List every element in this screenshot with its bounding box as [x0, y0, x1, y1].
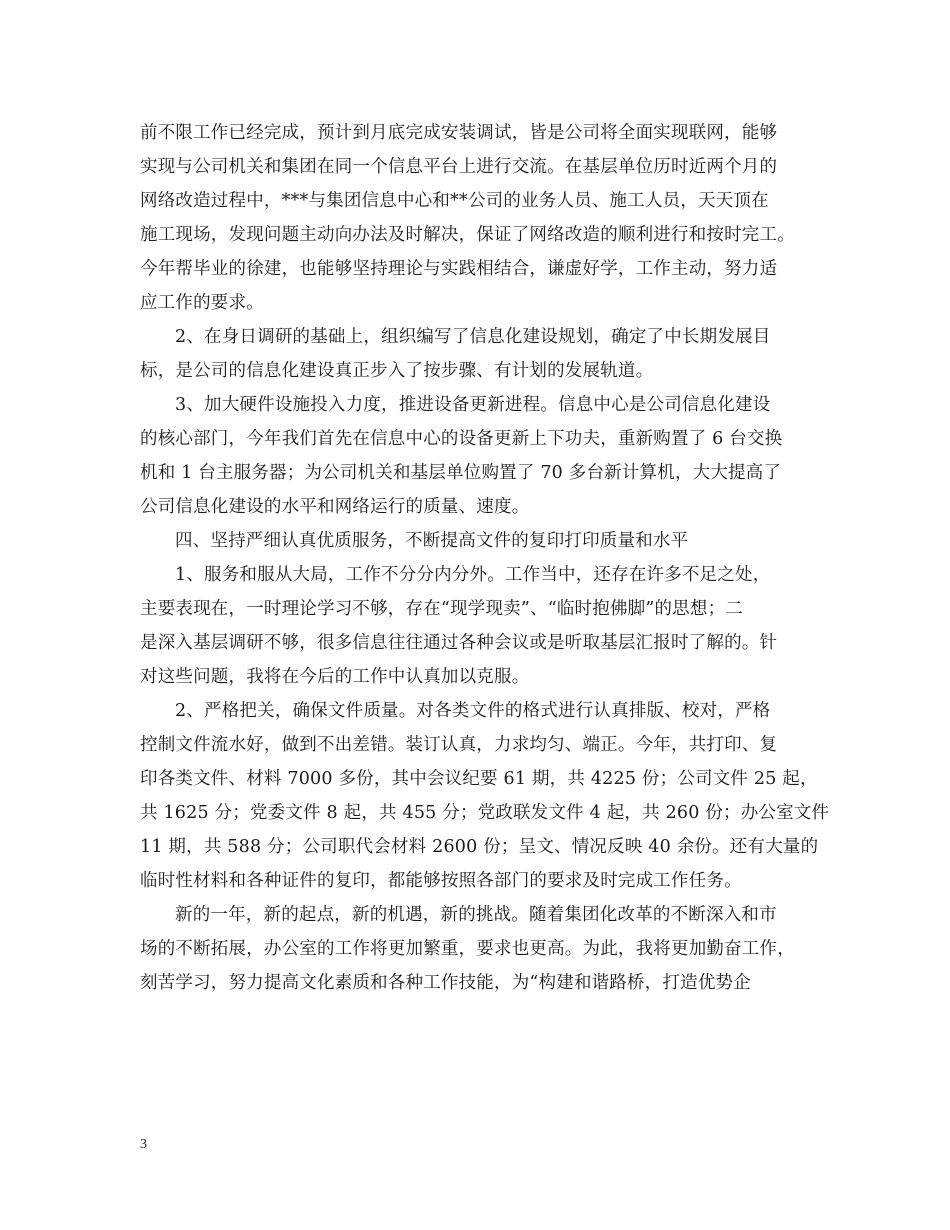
text-line: 网络改造过程中，***与集团信息中心和**公司的业务人员、施工人员，天天顶在: [140, 191, 769, 211]
text-line: 2、严格把关，确保文件质量。对各类文件的格式进行认真排版、校对，严格: [175, 701, 771, 721]
text-line: 主要表现在，一时理论学习不够，存在“现学现卖”、“临时抱佛脚”的思想；二: [140, 599, 743, 619]
text-line: 控制文件流水好，做到不出差错。装订认真，力求均匀、端正。今年，共打印、复: [140, 735, 778, 755]
text-line: 新的一年，新的起点，新的机遇，新的挑战。随着集团化改革的不断深入和市: [175, 905, 777, 925]
text-line: 对这些问题，我将在今后的工作中认真加以克服。: [140, 667, 530, 687]
text-line: 前不限工作已经完成，预计到月底完成安装调试，皆是公司将全面实现联网，能够: [140, 123, 778, 143]
text-line: 3、加大硬件设施投入力度，推进设备更新进程。信息中心是公司信息化建设: [175, 395, 771, 415]
page-number: 3: [140, 1137, 147, 1152]
text-line: 11 期，共 588 分；公司职代会材料 2600 份；呈文、情况反映 40 余份。还有大量的: [140, 837, 819, 857]
text-line: 今年帮毕业的徐建，也能够坚持理论与实践相结合，谦虚好学，工作主动，努力适: [140, 259, 778, 279]
text-line: 四、坚持严细认真优质服务，不断提高文件的复印打印质量和水平: [175, 531, 689, 551]
text-line: 场的不断拓展，办公室的工作将更加繁重，要求也更高。为此，我将更加勤奋工作，: [140, 939, 795, 959]
text-line: 应工作的要求。: [140, 293, 264, 313]
text-line: 印各类文件、材料 7000 多份，其中会议纪要 61 期，共 4225 份；公司文件 25 起，: [140, 769, 818, 789]
text-line: 实现与公司机关和集团在同一个信息平台上进行交流。在基层单位历时近两个月的: [140, 157, 778, 177]
text-line: 的核心部门，今年我们首先在信息中心的设备更新上下功夫，重新购置了 6 台交换: [140, 429, 783, 449]
text-line: 临时性材料和各种证件的复印，都能够按照各部门的要求及时完成工作任务。: [140, 871, 742, 891]
text-line: 刻苦学习，努力提高文化素质和各种工作技能，为“构建和谐路桥，打造优势企: [140, 973, 751, 993]
text-line: 1、服务和服从大局，工作不分分内分外。工作当中，还存在许多不足之处，: [175, 565, 771, 585]
text-line: 机和 1 台主服务器；为公司机关和基层单位购置了 70 多台新计算机，大大提高了: [140, 463, 782, 483]
text-line: 共 1625 分；党委文件 8 起，共 455 分；党政联发文件 4 起，共 260 份；办公室文件: [140, 803, 830, 823]
text-line: 公司信息化建设的水平和网络运行的质量、速度。: [140, 497, 530, 517]
text-line: 2、在身日调研的基础上，组织编写了信息化建设规划，确定了中长期发展目: [175, 327, 771, 347]
text-line: 施工现场，发现问题主动向办法及时解决，保证了网络改造的顺利进行和按时完工。: [140, 225, 795, 245]
document-body: [140, 116, 830, 1000]
text-line: 是深入基层调研不够，很多信息往往通过各种会议或是听取基层汇报时了解的。针: [140, 633, 778, 653]
text-line: 标，是公司的信息化建设真正步入了按步骤、有计划的发展轨道。: [140, 361, 654, 381]
